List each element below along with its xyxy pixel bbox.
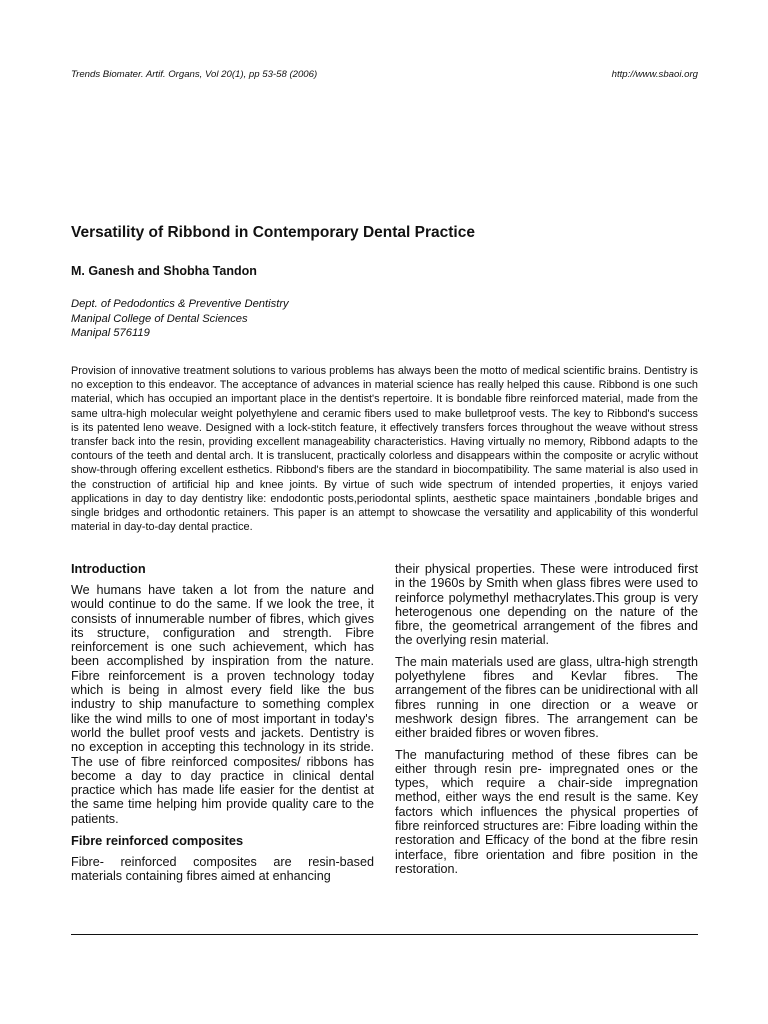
materials-paragraph: The main materials used are glass, ultra-high strength polyethylene fibres and Kevlar fibres. The arrangement of the fibres can be unidirectional with all fibres running in one direction or a weave or meshwork design fibres. The arrangement can be either braided fibres or woven fibres. (395, 654, 698, 741)
journal-citation: Trends Biomater. Artif. Organs, Vol 20(1), pp 53-58 (2006) (71, 69, 318, 80)
footer-rule (71, 934, 698, 935)
introduction-heading: Introduction (71, 561, 146, 576)
introduction-paragraph: We humans have taken a lot from the nature and would continue to do the same. If we look the tree, it consists of innumerable number of fibres, which gives its structure, configuration and strength. Fibre reinforcement is one such achievement, which has been accomplished by inspiration from the nature. Fibre reinforcement is a proven technology today which is being in almost every field like the bus industry to ship manufacture to something complex like the wind mills to one of most important in today's world the bullet proof vests and jackets. Dentistry is no exception in accepting this technology in its stride. The use of fibre reinforced composites/ ribbons has become a day to day practice in clinical dental practice which has made life easier for the dentist at the same time helping him provide quality care to the patients. (71, 583, 374, 826)
frc-paragraph-continued: their physical properties. These were introduced first in the 1960s by Smith when glass fibres were used to reinforce polymethyl methacrylates.This group is very heterogenous one depending on the nature of the fibre, the geometrical arrangement of the fibres and the overlying resin material. (395, 562, 698, 648)
running-header (71, 69, 698, 83)
abstract: Provision of innovative treatment solutions to various problems has always been the motto of medical scientific brains. Dentistry is no exception to this endeavor. The acceptance of advances in material science has really helped this cause. Ribbond is one such material, which has occupied an important place in the dentist's repertoire. It is bondable fibre reinforced material, made from the same ultra-high molecular weight polyethylene and ceramic fibers used to make bulletproof vests. The key to Ribbond's success is its patented leno weave. Designed with a lock-stitch feature, it effectively transfers forces throughout the weave without stress transfer back into the resin, providing excellent manageability characteristics. Having virtually no memory, Ribbond adapts to the contours of the teeth and dental arch. It is translucent, practically colorless and disappears within the composite or acrylic without show-through offering excellent esthetics. Ribbond's fibers are the standard in biocompatibility. The same material is also used in the construction of artificial hip and knee joints. By virtue of such wide spectrum of intended properties, it enjoys varied applications in day to day dentistry like: endodontic posts,periodontal splints, aesthetic space maintainers ,bondable briges and single bridges and orthodontic retainers. This paper is an attempt to showcase the versatility and applicability of this wonderful material in day-to-day dental practice. (71, 365, 698, 534)
affiliation (71, 297, 289, 341)
left-column (71, 561, 374, 891)
affiliation-department: Dept. of Pedodontics & Preventive Dentistry (71, 298, 289, 310)
article-title: Versatility of Ribbond in Contemporary Dental Practice (71, 224, 475, 241)
right-column (395, 562, 698, 883)
frc-heading: Fibre reinforced composites (71, 833, 244, 849)
frc-paragraph: Fibre- reinforced composites are resin-based materials containing fibres aimed at enhancing (71, 855, 374, 884)
affiliation-college: Manipal College of Dental Sciences (71, 312, 248, 325)
journal-url[interactable]: http://www.sbaoi.org (611, 69, 698, 80)
manufacturing-paragraph: The manufacturing method of these fibres can be either through resin pre- impregnated ones or the types, which require a chair-side impregnation method, either ways the end result is the same. Key factors which influences the physical properties of fibre reinforced structures are: Fibre loading within the restoration and Efficacy of the bond at the fibre resin interface, fibre orientation and fibre position in the restoration. (395, 747, 698, 876)
article-authors: M. Ganesh and Shobha Tandon (71, 264, 257, 278)
affiliation-city: Manipal 576119 (71, 327, 150, 339)
